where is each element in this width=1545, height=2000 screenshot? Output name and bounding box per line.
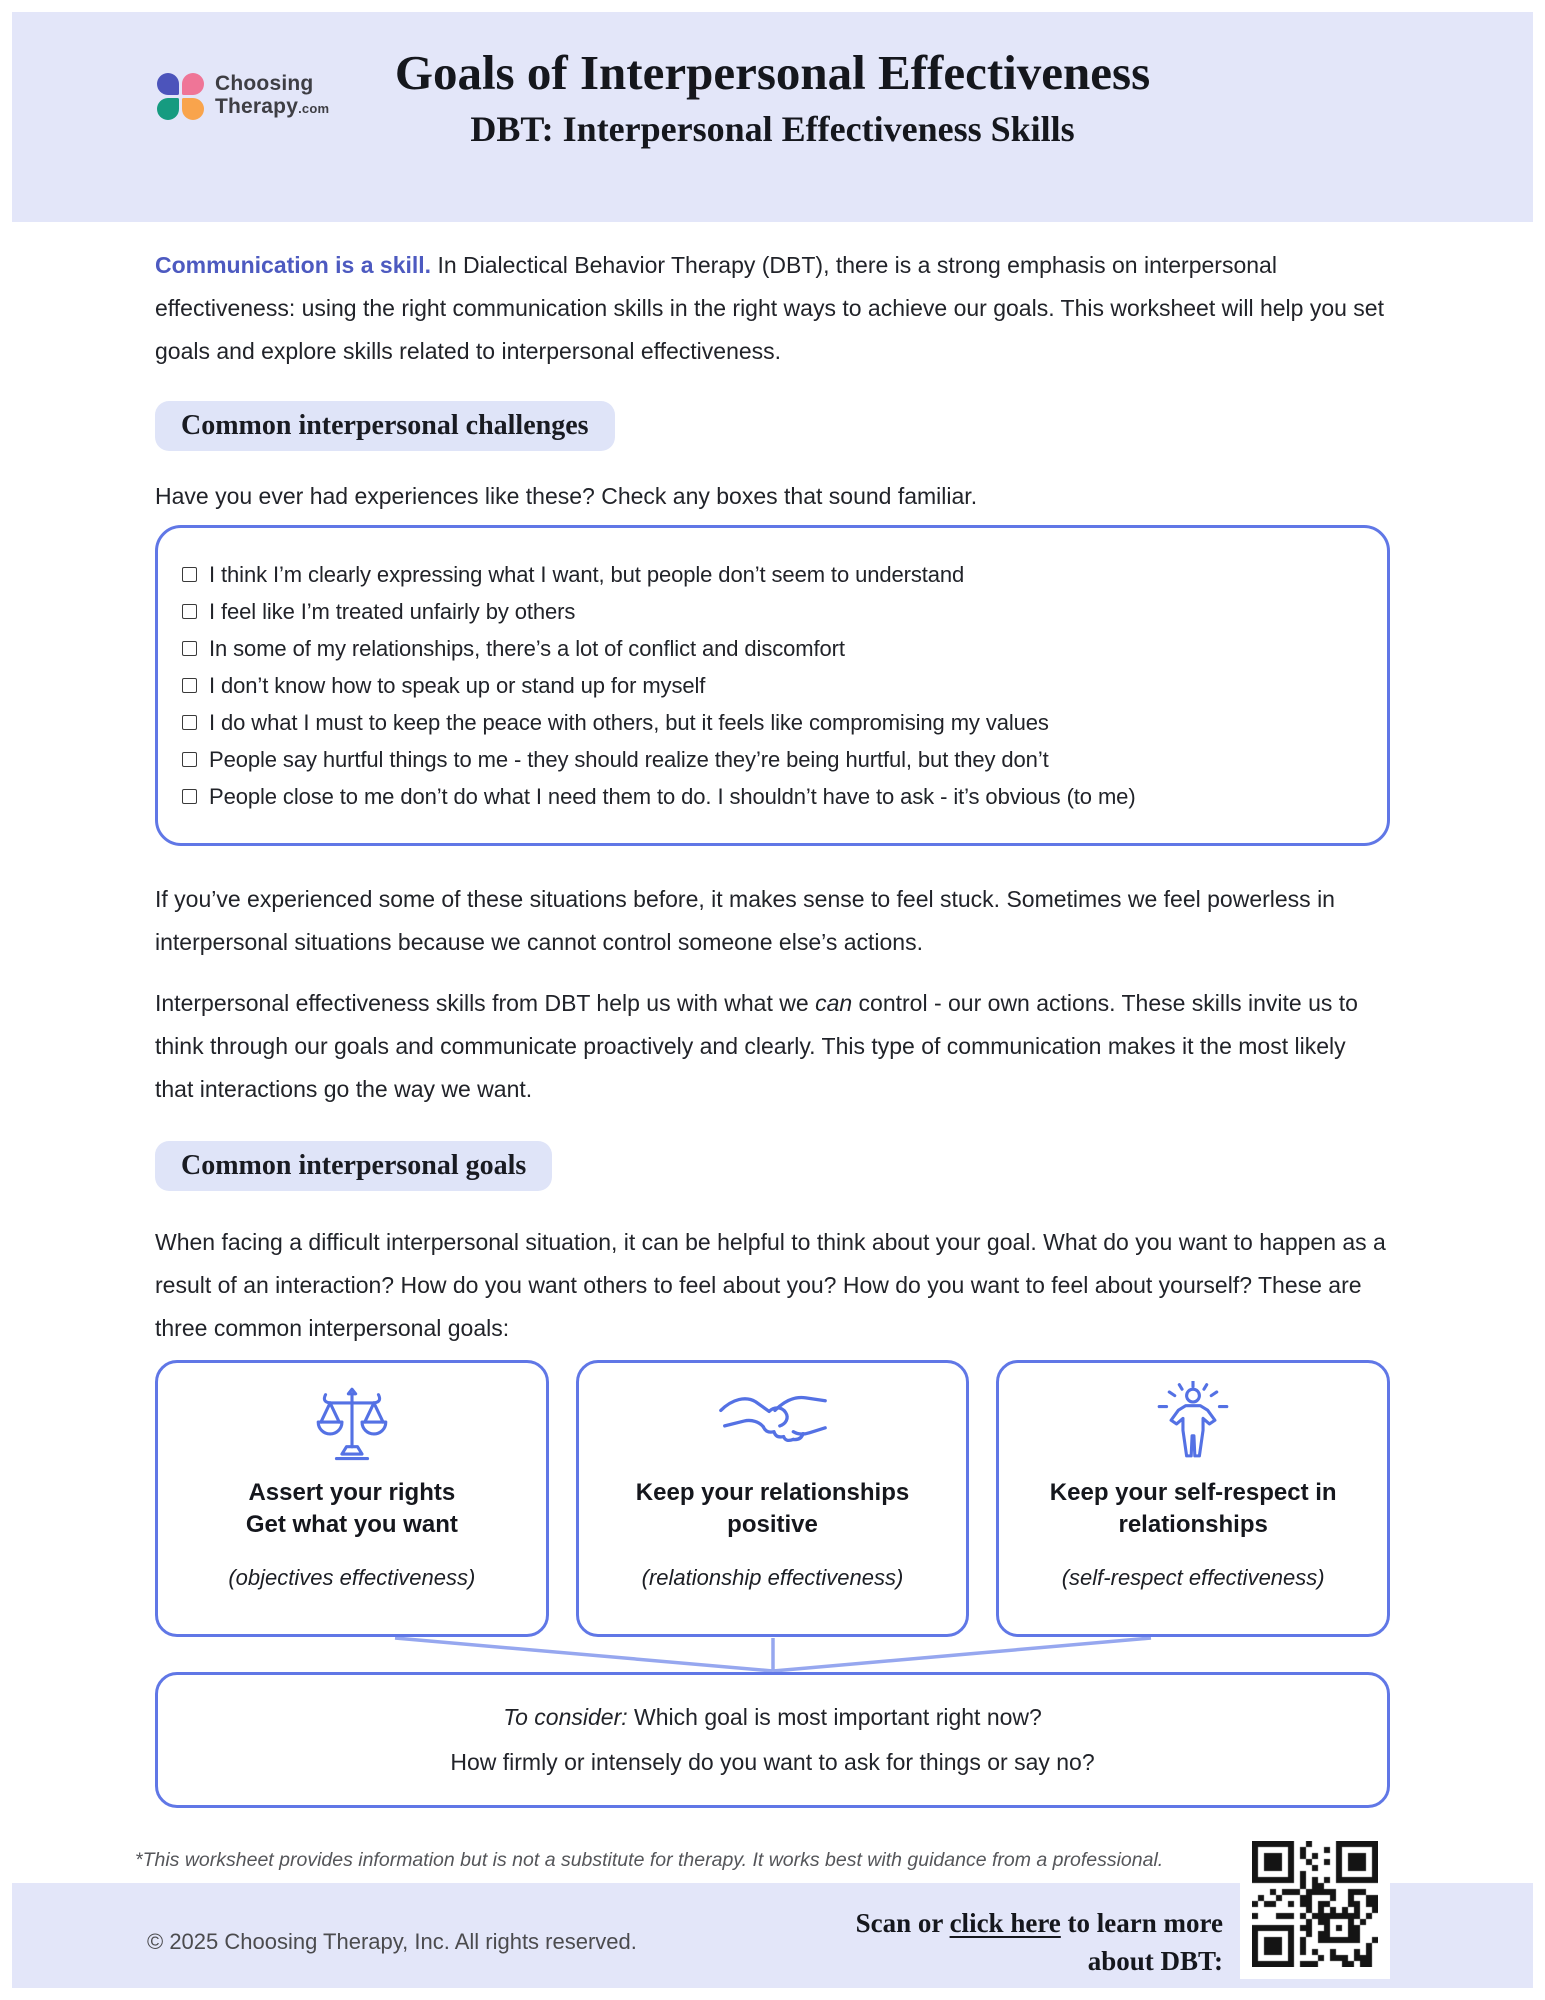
goal-card-subtitle: (objectives effectiveness)	[228, 1565, 476, 1590]
checkbox[interactable]	[182, 715, 197, 730]
goal-card-subtitle: (self-respect effectiveness)	[1061, 1565, 1325, 1590]
click-here-link[interactable]: click here	[949, 1907, 1061, 1938]
brand-name-suffix: .com	[298, 101, 330, 116]
consider-line1: To consider: Which goal is most important right now?	[503, 1704, 1042, 1730]
brand-name-line1: Choosing	[215, 72, 314, 95]
checklist-item	[182, 780, 1363, 813]
checkbox[interactable]	[182, 752, 197, 767]
qr-code	[1240, 1829, 1390, 1979]
challenges-checklist	[155, 525, 1390, 846]
checklist-item-label: People close to me don’t do what I need them to do. I shouldn’t have to ask - it’s obvious (to me)	[209, 784, 1136, 809]
goal-card-title: Assert your rights Get what you want	[245, 1479, 458, 1538]
goal-card-self-respect	[996, 1360, 1390, 1637]
goal-card-relationship	[576, 1360, 970, 1637]
consider-line2: How firmly or intensely do you want to ask for things or say no?	[450, 1749, 1095, 1775]
scan-caption: Scan or click here to learn more about DBT:	[855, 1907, 1223, 1976]
goal-card-title: Keep your self-respect in relationships	[1049, 1479, 1337, 1538]
connector-lines	[155, 1637, 1390, 1672]
worksheet-body	[0, 222, 1545, 1872]
scales-icon	[172, 1381, 532, 1465]
checklist-item	[182, 669, 1363, 702]
goal-card-title: Keep your relationships positive	[635, 1479, 910, 1538]
checkbox[interactable]	[182, 678, 197, 693]
checkbox[interactable]	[182, 641, 197, 656]
checklist-item-label: I think I’m clearly expressing what I want, but people don’t seem to understand	[209, 562, 965, 587]
section-heading-challenges: Common interpersonal challenges	[155, 401, 615, 451]
self-respect-icon	[1013, 1381, 1373, 1465]
checklist-item-label: People say hurtful things to me - they should realize they’re being hurtful, but they don’t	[209, 747, 1049, 772]
disclaimer-text: *This worksheet provides information but is not a substitute for therapy. It works best with guidance from a professional.	[135, 1849, 1164, 1871]
checklist-item-label: I feel like I’m treated unfairly by others	[209, 599, 576, 624]
consider-lead: To consider:	[503, 1704, 628, 1730]
checklist-item-label: I don’t know how to speak up or stand up for myself	[209, 673, 706, 698]
handshake-icon	[593, 1381, 953, 1465]
copyright-text: © 2025 Choosing Therapy, Inc. All rights reserved.	[147, 1928, 637, 1954]
header-band	[12, 12, 1533, 222]
intro-lead: Communication is a skill.	[155, 252, 432, 278]
goal-card-subtitle: (relationship effectiveness)	[641, 1565, 904, 1590]
checklist-item	[182, 632, 1363, 665]
checklist-item	[182, 558, 1363, 591]
checklist-items	[182, 558, 1363, 813]
page-title: Goals of Interpersonal Effectiveness	[394, 45, 1151, 100]
checkbox[interactable]	[182, 567, 197, 582]
brand-name-line2: Therapy.com	[215, 95, 330, 118]
checklist-item	[182, 595, 1363, 628]
qr-code-image	[1252, 1841, 1378, 1967]
checklist-item	[182, 706, 1363, 739]
title-block	[12, 44, 1533, 150]
checklist-item	[182, 743, 1363, 776]
page-subtitle: DBT: Interpersonal Effectiveness Skills	[470, 109, 1075, 149]
consider-box	[155, 1672, 1390, 1808]
goals-prompt: When facing a difficult interpersonal situation, it can be helpful to think about your goal. What do you want to happen as a result of an interaction? How do you want others to feel about you? How do you want to feel about yourself? These are three common interpersonal goals:	[155, 1229, 1386, 1341]
checklist-item-label: In some of my relationships, there’s a lot of conflict and discomfort	[209, 636, 845, 661]
checklist-item-label: I do what I must to keep the peace with others, but it feels like compromising my values	[209, 710, 1049, 735]
goal-cards-row	[155, 1360, 1390, 1637]
emphasis-can: can	[815, 990, 853, 1016]
body-paragraph-stuck: If you’ve experienced some of these situations before, it makes sense to feel stuck. Sometimes we feel powerless in interpersonal situations because we cannot control someone else’s actions.	[155, 886, 1335, 955]
checkbox[interactable]	[182, 604, 197, 619]
section-heading-goals: Common interpersonal goals	[155, 1141, 552, 1191]
goal-card-objectives	[155, 1360, 549, 1637]
intro-paragraph	[155, 244, 1390, 373]
challenges-prompt: Have you ever had experiences like these? Check any boxes that sound familiar.	[155, 483, 978, 509]
body-paragraph-skills: Interpersonal effectiveness skills from DBT help us with what we can control - our own actions. These skills invite us to think through our goals and communicate proactively and clearly. This type of communication makes it the most likely that interactions go the way we want.	[155, 990, 1358, 1102]
checkbox[interactable]	[182, 789, 197, 804]
intro-text: In Dialectical Behavior Therapy (DBT), there is a strong emphasis on interpersonal effectiveness: using the right communication skills in the right ways to achieve our goals. This worksheet will help you set goals and explore skills related to interpersonal effectiveness.	[155, 252, 1384, 364]
